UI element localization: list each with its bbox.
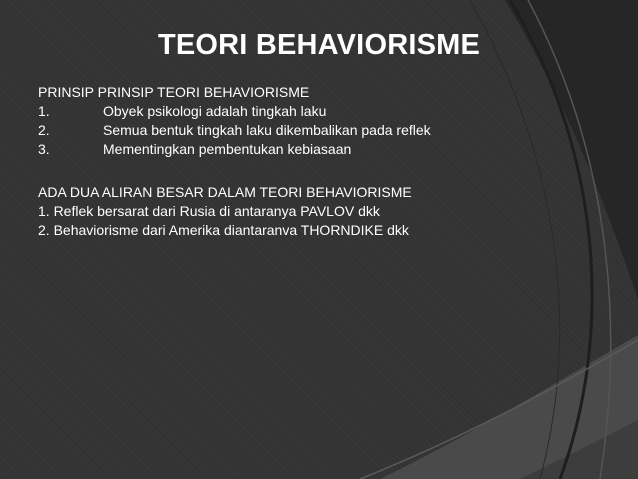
list-item-number: 1. (38, 103, 50, 119)
list-item (38, 102, 558, 121)
stream-item: 1. Reflek bersarat dari Rusia di antaranya PAVLOV dkk (38, 203, 380, 219)
slide-title: TEORI BEHAVIORISME (157, 29, 481, 61)
list-item (38, 140, 558, 159)
list-item-text: Semua bentuk tingkah laku dikembalikan pada reflek (103, 122, 431, 138)
list-item-number: 3. (38, 141, 50, 157)
principles-heading: PRINSIP PRINSIP TEORI BEHAVIORISME (38, 84, 310, 100)
stream-item: 2. Behaviorisme dari Amerika diantaranva THORNDIKE dkk (38, 222, 409, 238)
list-item (38, 121, 558, 140)
slide-content (38, 83, 558, 240)
streams-heading: ADA DUA ALIRAN BESAR DALAM TEORI BEHAVIORISME (38, 184, 412, 200)
list-item-text: Mementingkan pembentukan kebiasaan (103, 141, 352, 157)
spacer (38, 159, 558, 183)
list-item-number: 2. (38, 122, 50, 138)
list-item-text: Obyek psikologi adalah tingkah laku (103, 103, 327, 119)
